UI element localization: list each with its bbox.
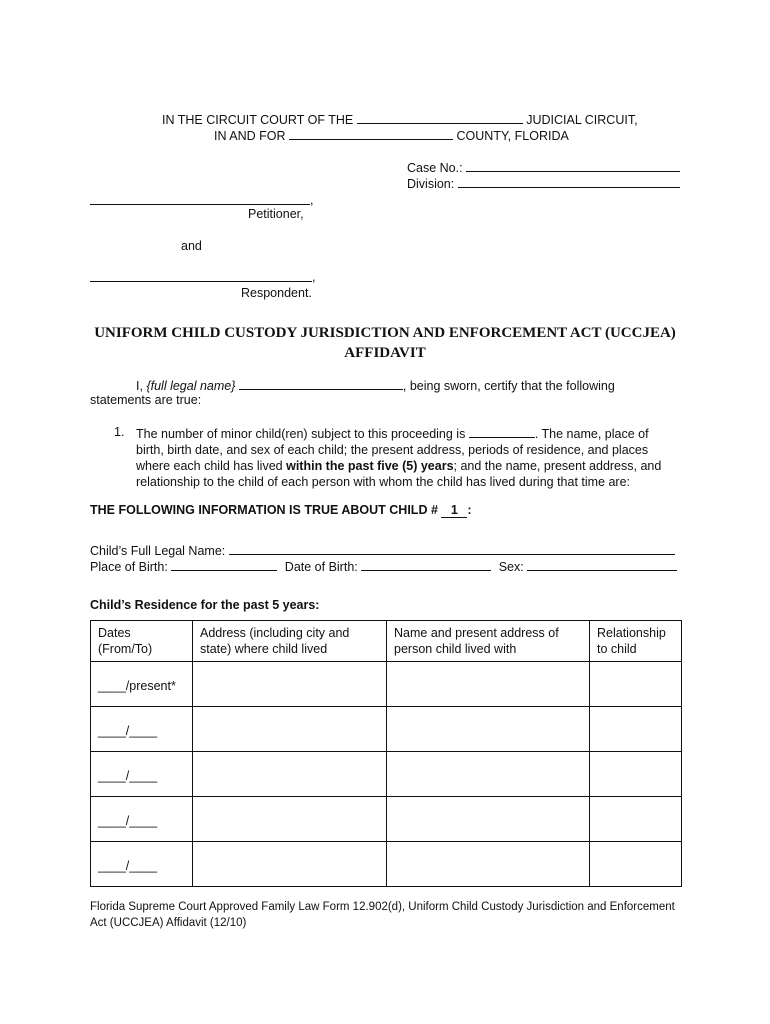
child-full-name-field[interactable] [229, 542, 675, 555]
dates-cell[interactable] [91, 707, 193, 752]
relationship-cell[interactable] [590, 797, 682, 842]
relationship-cell[interactable] [590, 752, 682, 797]
table-row [91, 797, 682, 842]
item1-number: 1. [114, 425, 125, 439]
dates-cell[interactable] [91, 662, 193, 707]
child-heading [90, 503, 472, 518]
intro-i: I, [136, 379, 143, 393]
item1-line3 [136, 458, 696, 474]
residence-heading: Child’s Residence for the past 5 years: [90, 598, 320, 612]
person-cell[interactable] [387, 842, 590, 887]
child-full-name-row [90, 542, 675, 558]
place-of-birth-label: Place of Birth: [90, 560, 168, 574]
relationship-cell[interactable] [590, 662, 682, 707]
item1-paragraph [136, 425, 696, 490]
person-cell[interactable] [387, 752, 590, 797]
person-cell[interactable] [387, 797, 590, 842]
form-title-line1: UNIFORM CHILD CUSTODY JURISDICTION AND ENFORCEMENT ACT (UCCJEA) [94, 325, 676, 341]
case-no-field[interactable] [466, 159, 680, 172]
column-header-relationship: Relationship to child [590, 621, 682, 662]
number-of-children-field[interactable] [469, 425, 535, 438]
item1-line1 [136, 425, 696, 442]
column-header-person: Name and present address of person child lived with [387, 621, 590, 662]
dates-value: ____/____ [98, 769, 158, 783]
dates-cell[interactable] [91, 842, 193, 887]
date-of-birth-field[interactable] [361, 558, 491, 571]
dates-value: ____/____ [98, 859, 158, 873]
intro-sworn: , being sworn, certify that the following [402, 379, 615, 393]
respondent-comma: , [312, 270, 316, 284]
child-full-name-label: Child’s Full Legal Name: [90, 544, 226, 558]
relationship-cell[interactable] [590, 842, 682, 887]
sex-label: Sex: [498, 560, 524, 574]
date-of-birth-label: Date of Birth: [284, 560, 358, 574]
intro-line1 [136, 377, 615, 393]
table-row [91, 842, 682, 887]
address-cell[interactable] [193, 797, 387, 842]
petitioner-name-line[interactable] [90, 204, 310, 205]
sex-field[interactable] [527, 558, 677, 571]
division-label: Division: [407, 177, 455, 191]
full-legal-name-hint: {full legal name} [146, 379, 236, 393]
column-header-dates: Dates (From/To) [91, 621, 193, 662]
column-header-address: Address (including city and state) where child lived [193, 621, 387, 662]
dates-cell[interactable] [91, 797, 193, 842]
intro-line2: statements are true: [90, 393, 202, 407]
judicial-circuit-field[interactable] [357, 111, 523, 124]
item1-line2: birth, birth date, and sex of each child; the present address, periods of residence, and places [136, 443, 649, 457]
court-header-suffix: JUDICIAL CIRCUIT, [526, 113, 638, 127]
table-row [91, 662, 682, 707]
county-field[interactable] [289, 127, 453, 140]
item1-line1-b: . The name, place of [534, 427, 649, 441]
dates-value: ____/present* [98, 679, 176, 693]
case-no-label: Case No.: [407, 161, 463, 175]
child-heading-colon: : [467, 503, 472, 517]
address-cell[interactable] [193, 752, 387, 797]
address-cell[interactable] [193, 707, 387, 752]
respondent-name-line[interactable] [90, 281, 312, 282]
item1-line3-a: where each child has lived [136, 459, 283, 473]
case-number-row [407, 159, 680, 175]
and-label: and [181, 239, 202, 253]
county-prefix: IN AND FOR [214, 129, 286, 143]
court-header-line2 [214, 127, 569, 143]
division-row [407, 175, 680, 191]
child-birth-row [90, 558, 677, 574]
item1-line3-b: ; and the name, present address, and [453, 459, 662, 473]
dates-cell[interactable] [91, 752, 193, 797]
county-suffix: COUNTY, FLORIDA [456, 129, 569, 143]
dates-value: ____/____ [98, 814, 158, 828]
division-field[interactable] [458, 175, 680, 188]
person-cell[interactable] [387, 707, 590, 752]
footer-line1: Florida Supreme Court Approved Family Law Form 12.902(d), Uniform Child Custody Jurisdiction and Enforcement [90, 901, 675, 913]
item1-line3-bold: within the past five (5) years [286, 459, 454, 473]
dates-value: ____/____ [98, 724, 158, 738]
petitioner-comma: , [310, 193, 314, 207]
table-row [91, 752, 682, 797]
person-cell[interactable] [387, 662, 590, 707]
court-header-line1 [162, 111, 638, 127]
footer-line2: Act (UCCJEA) Affidavit (12/10) [90, 917, 247, 929]
table-row [91, 707, 682, 752]
full-legal-name-field[interactable] [239, 377, 403, 390]
address-cell[interactable] [193, 842, 387, 887]
item1-line4: relationship to the child of each person with whom the child has lived during that time are: [136, 475, 631, 489]
residence-table [90, 620, 682, 887]
respondent-label: Respondent. [241, 286, 312, 300]
residence-table-header [91, 621, 682, 662]
item1-line1-a: The number of minor child(ren) subject to this proceeding is [136, 427, 466, 441]
child-number[interactable]: 1 [441, 503, 467, 518]
address-cell[interactable] [193, 662, 387, 707]
child-heading-text: THE FOLLOWING INFORMATION IS TRUE ABOUT CHILD # [90, 503, 438, 517]
place-of-birth-field[interactable] [171, 558, 277, 571]
form-title-line2: AFFIDAVIT [344, 345, 426, 361]
petitioner-label: Petitioner, [248, 207, 304, 221]
court-header-prefix: IN THE CIRCUIT COURT OF THE [162, 113, 354, 127]
relationship-cell[interactable] [590, 707, 682, 752]
